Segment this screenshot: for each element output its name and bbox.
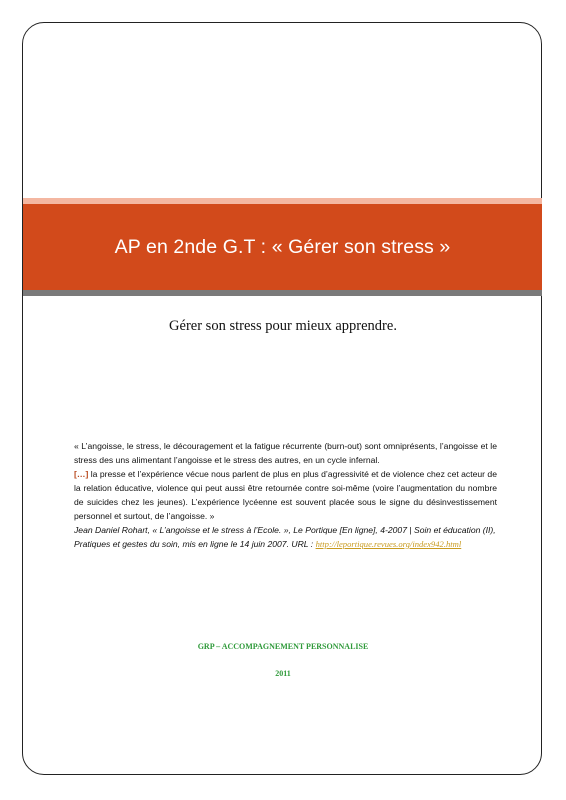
document-title: AP en 2nde G.T : « Gérer son stress »: [114, 235, 451, 258]
title-banner: [23, 204, 542, 290]
page-border-frame: [22, 22, 542, 775]
citation-line-1: Jean Daniel Rohart, « L’angoisse et le stress à l’Ecole. », Le Portique [En ligne], 4-2007 | Soin et éducation (II),: [74, 525, 496, 535]
footer-organization: GRP – ACCOMPAGNEMENT PERSONNALISE: [197, 642, 369, 651]
quote-ellipsis: […]: [74, 469, 89, 479]
footer-year: 2011: [275, 669, 291, 678]
quote-block: [74, 439, 497, 551]
quote-paragraph-1: « L’angoisse, le stress, le découragement et la fatigue récurrente (burn-out) sont omniprésents, l’angoisse et le stress des uns alimentant l’angoisse et le stress des autres, en un cycle infernal.: [74, 441, 497, 465]
quote-paragraph-2: [74, 467, 497, 523]
banner-bottom-stripe: [23, 290, 542, 296]
citation-url-link[interactable]: http://leportique.revues.org/index942.html: [315, 539, 462, 549]
document-subtitle: Gérer son stress pour mieux apprendre.: [169, 318, 397, 334]
quote-paragraph-2-text: la presse et l’expérience vécue nous parlent de plus en plus d’agressivité et de violence chez cet acteur de la relation éducative, violence qui peut aussi être retournée contre soi-même (voire l’augmentation du nombre de suicides chez les jeunes). L’expérience lycéenne est souvent placée sous le signe du désinvestissement personnel et surtout, de l’angoisse. »: [74, 469, 497, 521]
citation-line-2: [74, 537, 497, 551]
citation-line-2-text: Pratiques et gestes du soin, mis en ligne le 14 juin 2007. URL :: [74, 539, 316, 549]
